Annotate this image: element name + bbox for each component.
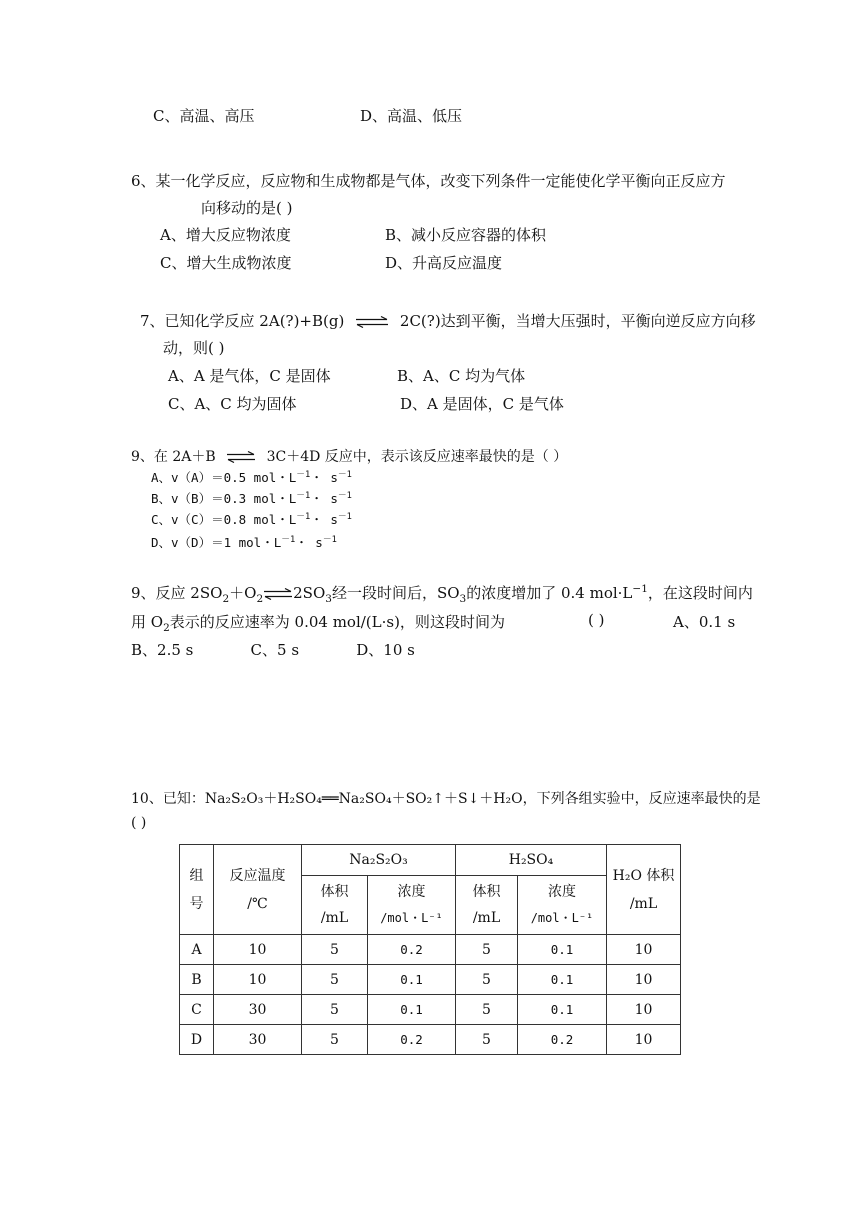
cell-group: D — [180, 1025, 214, 1055]
q7-option-b: B、A、C 均为气体 — [397, 367, 526, 385]
q5-option-d: D、高温、低压 — [360, 107, 463, 125]
cell-group: C — [180, 995, 214, 1025]
header-temperature: 反应温度 /℃ — [214, 845, 302, 935]
q9a-option-b: B、v（B）＝0.3 mol・$L^{-1}$・ $s^{-1}$ — [151, 491, 352, 507]
cell-h2so4-volume: 5 — [456, 935, 518, 965]
equilibrium-arrow-icon — [226, 451, 256, 463]
q9b-answer-paren: ( ) — [588, 611, 605, 629]
q6-option-b: B、减小反应容器的体积 — [385, 226, 547, 244]
cell-temperature: 10 — [214, 965, 302, 995]
cell-water-volume: 10 — [607, 965, 681, 995]
cell-na-concentration: 0.1 — [368, 965, 456, 995]
header-h2so4: H₂SO₄ — [456, 845, 607, 876]
cell-h2so4-concentration: 0.1 — [518, 995, 607, 1025]
q5-option-c: C、高温、高压 — [153, 107, 255, 125]
header-na-volume: 体积 /mL — [302, 876, 368, 935]
cell-temperature: 30 — [214, 995, 302, 1025]
cell-group: A — [180, 935, 214, 965]
q7-stem: 7、已知化学反应 2A(?)+B(g) 2C(?)达到平衡，当增大压强时，平衡向逆反应方向移 — [140, 312, 756, 330]
cell-na-concentration: 0.2 — [368, 935, 456, 965]
q6-option-d: D、升高反应温度 — [385, 254, 503, 272]
q9b-line1: 9、反应 $2SO_2+O_2$ $2SO_3$经一段时间后，$SO_3$的浓度增加了 0.4 $mol\cdot L^{-1}$，在这段时间内 — [131, 583, 753, 605]
cell-na-volume: 5 — [302, 995, 368, 1025]
cell-na-concentration: 0.2 — [368, 1025, 456, 1055]
q9a-option-a: A、v（A）＝0.5 mol・$L^{-1}$・ $s^{-1}$ — [151, 470, 352, 486]
q9a-option-d: D、v（D）＝1 mol・$L^{-1}$・ $s^{-1}$ — [151, 535, 337, 551]
table-row — [180, 935, 681, 965]
q6-option-c: C、增大生成物浓度 — [160, 254, 292, 272]
q7-option-c: C、A、C 均为固体 — [168, 395, 297, 413]
q10-answer-paren: ( ) — [131, 815, 147, 831]
cell-temperature: 30 — [214, 1025, 302, 1055]
q9b-options-bcd: B、2.5 s C、5 s D、10 s — [131, 641, 415, 659]
header-group: 组 号 — [180, 845, 214, 935]
cell-na-concentration: 0.1 — [368, 995, 456, 1025]
header-h2so4-concentration: 浓度 /mol・L⁻¹ — [518, 876, 607, 935]
q9a-option-c: C、v（C）＝0.8 mol・$L^{-1}$・ $s^{-1}$ — [151, 512, 352, 528]
q6-stem: 6、某一化学反应，反应物和生成物都是气体，改变下列条件一定能使化学平衡向正反应方 — [131, 172, 726, 190]
cell-h2so4-concentration: 0.2 — [518, 1025, 607, 1055]
cell-h2so4-concentration: 0.1 — [518, 935, 607, 965]
cell-h2so4-volume: 5 — [456, 995, 518, 1025]
cell-group: B — [180, 965, 214, 995]
cell-temperature: 10 — [214, 935, 302, 965]
q6-stem-cont: 向移动的是( ) — [201, 199, 293, 217]
equilibrium-arrow-icon — [355, 316, 389, 328]
cell-h2so4-concentration: 0.1 — [518, 965, 607, 995]
q9b-option-a: A、0.1 s — [673, 613, 736, 631]
q9b-line2: 用 $O_2$表示的反应速率为 0.04 mol/(L·s)，则这段时间为 — [131, 613, 505, 634]
header-na2s2o3: Na₂S₂O₃ — [302, 845, 456, 876]
table-row — [180, 1025, 681, 1055]
q7-stem-cont: 动，则( ) — [163, 339, 225, 357]
cell-water-volume: 10 — [607, 995, 681, 1025]
q7-option-d: D、A 是固体，C 是气体 — [400, 395, 564, 413]
header-na-concentration: 浓度 /mol・L⁻¹ — [368, 876, 456, 935]
cell-na-volume: 5 — [302, 1025, 368, 1055]
q9a-stem: 9、在 2A＋B 3C＋4D 反应中，表示该反应速率最快的是（ ） — [131, 449, 568, 465]
cell-na-volume: 5 — [302, 965, 368, 995]
table-row — [180, 965, 681, 995]
equilibrium-arrow-icon — [263, 588, 293, 600]
header-water-volume: H₂O 体积 /mL — [607, 845, 681, 935]
header-h2so4-volume: 体积 /mL — [456, 876, 518, 935]
experiment-table — [179, 844, 681, 1055]
cell-water-volume: 10 — [607, 1025, 681, 1055]
q10-stem: 10、已知：Na₂S₂O₃＋H₂SO₄══Na₂SO₄＋SO₂↑＋S↓＋H₂O，下列各组实验中，反应速率最快的是 — [131, 791, 761, 807]
q6-option-a: A、增大反应物浓度 — [160, 226, 291, 244]
cell-h2so4-volume: 5 — [456, 1025, 518, 1055]
q7-option-a: A、A 是气体，C 是固体 — [168, 367, 331, 385]
cell-h2so4-volume: 5 — [456, 965, 518, 995]
table-row — [180, 995, 681, 1025]
cell-water-volume: 10 — [607, 935, 681, 965]
cell-na-volume: 5 — [302, 935, 368, 965]
